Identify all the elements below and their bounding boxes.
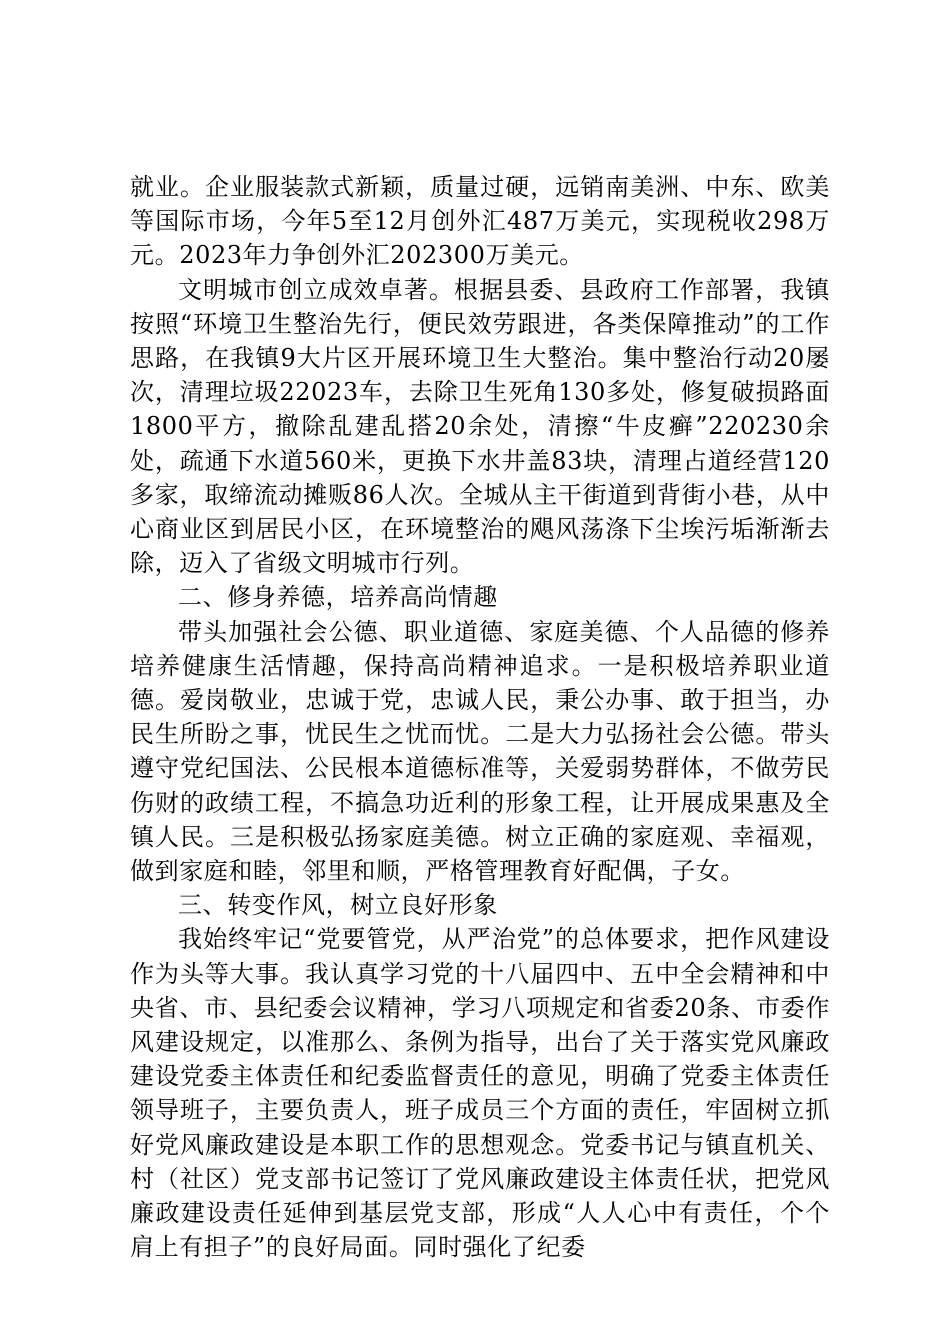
section-heading-cultivate-morality: 二、修身养德，培养高尚情趣 xyxy=(178,583,498,612)
document-body xyxy=(130,170,830,1265)
paragraph-morality: 带头加强社会公德、职业道德、家庭美德、个人品德的修养培养健康生活情趣，保持高尚精神追求。一是积极培养职业道德。爱岗敬业，忠诚于党，忠诚人民，秉公办事、敢于担当，办民生所盼之事，忧民生之忧而忧。二是大力弘扬社会公德。带头遵守党纪国法、公民根本道德标准等，关爱弱势群体，不做劳民伤财的政绩工程，不搞急功近利的形象工程，让开展成果惠及全镇人民。三是积极弘扬家庭美德。树立正确的家庭观、幸福观，做到家庭和睦，邻里和顺，严格管理教育好配偶，子女。 xyxy=(130,617,830,886)
section-heading-work-style: 三、转变作风，树立良好形象 xyxy=(178,891,498,920)
paragraph-civilized-city: 文明城市创立成效卓著。根据县委、县政府工作部署，我镇按照“环境卫生整治先行，便民效劳跟进，各类保障推动”的工作思路，在我镇9大片区开展环境卫生大整治。集中整治行动20屡次，清理垃圾22023车，去除卫生死角130多处，修复破损路面1800平方，撤除乱建乱搭20余处，清擦“牛皮癣”220230余处，疏通下水道560米，更换下水井盖83块，清理占道经营120多家，取缔流动摊贩86人次。全城从主干街道到背街小巷，从中心商业区到居民小区，在环境整治的飓风荡涤下尘埃污垢渐渐去除，迈入了省级文明城市行列。 xyxy=(130,275,830,578)
paragraph-work-style: 我始终牢记“党要管党，从严治党”的总体要求，把作风建设作为头等大事。我认真学习党的十八届四中、五中全会精神和中央省、市、县纪委会议精神，学习八项规定和省委20条、市委作风建设规定，以准那么、条例为指导，出台了关于落实党风廉政建设党委主体责任和纪委监督责任的意见，明确了党委主体责任领导班子，主要负责人，班子成员三个方面的责任，牢固树立抓好党风廉政建设是本职工作的思想观念。党委书记与镇直机关、村（社区）党支部书记签订了党风廉政建设主体责任状，把党风廉政建设责任延伸到基层党支部，形成“人人心中有责任，个个肩上有担子”的良好局面。同时强化了纪委 xyxy=(130,925,830,1262)
paragraph-export-performance: 就业。企业服装款式新颖，质量过硬，远销南美洲、中东、欧美等国际市场，今年5至12月创外汇487万美元，实现税收298万元。2023年力争创外汇202300万美元。 xyxy=(130,173,830,270)
